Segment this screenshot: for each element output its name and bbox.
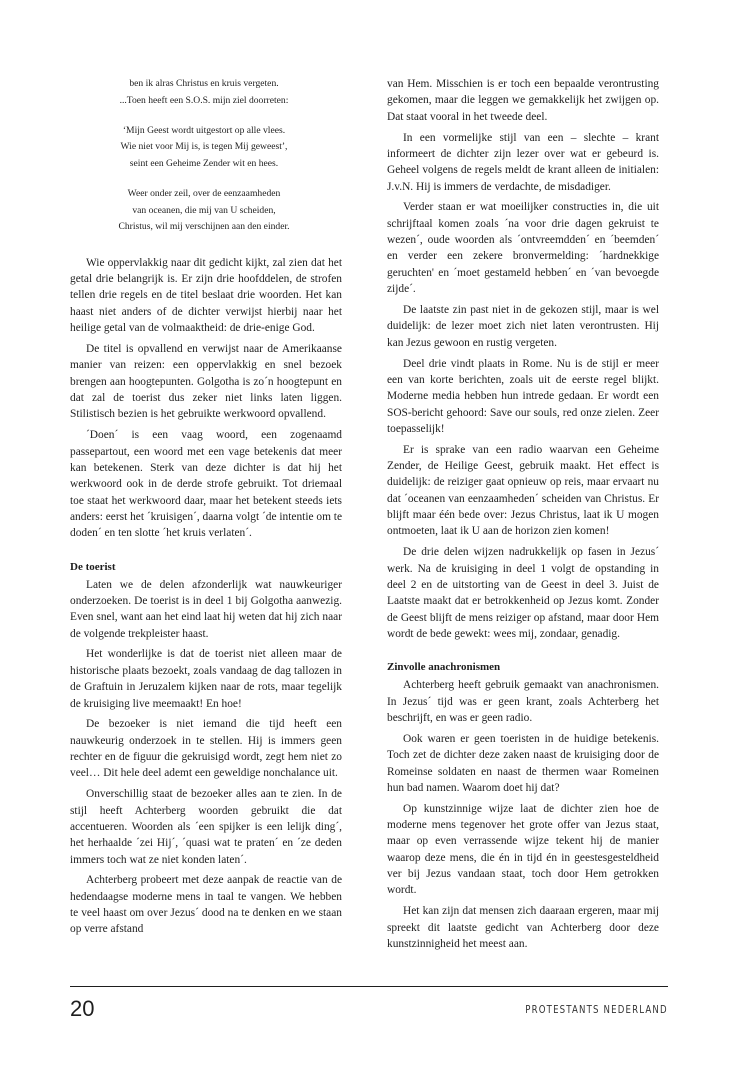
body-paragraph: De drie delen wijzen nadrukkelijk op fasen in Jezus´ werk. Na de kruisiging in deel 1 volgt de opstanding in deel 2 en de uitstorting van de Geest in deel 3. Juist de Laatste maakt dat er betrokkenheid op Jezus komt. Zonder de Geest blijft de mens reiziger op afstand, maar door Hem wordt de bede gewekt: wees mij, zondaar, genadig.: [387, 546, 659, 640]
body-paragraph: Onverschillig staat de bezoeker alles aan te zien. In de stijl heeft Achterberg woorden gebruikt die dat accentueren. Woorden als ´een spijker is een lelijk ding´, het herhaalde ´zei Hij´, ´quasi wat te praten´ en ´ze deden immers toch wat ze niet konden laten´.: [70, 788, 342, 866]
poem-line: Weer onder zeil, over de eenzaamheden: [127, 187, 281, 199]
magazine-name: PROTESTANTS NEDERLAND: [525, 1004, 668, 1016]
body-paragraph: Het kan zijn dat mensen zich daaraan ergeren, maar mij spreekt dit laatste gedicht van Achterberg door deze kunstzinnigheid het meest aan.: [387, 905, 659, 950]
left-column: [70, 76, 342, 942]
body-paragraph: Wie oppervlakkig naar dit gedicht kijkt, zal zien dat het getal drie belangrijk is. Er zijn drie hoofddelen, de strofen tellen drie regels en de titel beslaat drie woorden. Het kan haast niet anders of de dichter verwijst hierbij naar het heilige getal van de volmaaktheid: de drie-enige God.: [70, 256, 342, 335]
body-paragraph: Laten we de delen afzonderlijk wat nauwkeuriger onderzoeken. De toerist is in deel 1 bij Golgotha aanwezig. Even snel, want aan het eind laat hij weten dat hij zich naar de volgende trekpleister haast.: [70, 578, 342, 640]
section-heading: Zinvolle anachronismen: [387, 661, 501, 674]
poem-line: van oceanen, die mij van U scheiden,: [132, 204, 276, 216]
poem-stanza: [66, 186, 342, 236]
poem-line: ...Toen heeft een S.O.S. mijn ziel doorreten:: [119, 94, 289, 106]
poem-line: Christus, wil mij verschijnen aan den einder.: [118, 221, 290, 233]
body-paragraph: In een vormelijke stijl van een – slechte – krant informeert de dichter zijn lezer over wat er gebeurd is. Geheel volgens de regels meldt de krant alleen de initialen: J.v.N. Hij is immers de verdachte, de misdadiger.: [387, 131, 659, 193]
poem-quote: [66, 76, 342, 236]
body-paragraph: Achterberg heeft gebruik gemaakt van anachronismen. In Jezus´ tijd was er geen krant, zoals Achterberg het beschrijft, en was er geen radio.: [387, 679, 659, 725]
body-paragraph: Ook waren er geen toeristen in de huidige betekenis. Toch zet de dichter deze zaken naast de kruisiging door de Romeinse soldaten en naast de thermen waar Romeinen hun bad namen. Waarom doet hij dat?: [387, 732, 659, 794]
body-paragraph: De titel is opvallend en verwijst naar de Amerikaanse manier van reizen: een oppervlakkig en snel bezoek brengen aan hoogtepunten. Golgotha is zo´n hoogtepunt en dat zal de toerist dus zeker niet links laten liggen. Stilistisch bezien is het gebruikte werkwoord opvallend.: [70, 342, 342, 421]
body-paragraph: De laatste zin past niet in de gekozen stijl, maar is wel duidelijk: de lezer moet zich niet laten verontrusten. Hij kan Jezus gewoon en rustig vergeten.: [387, 303, 659, 349]
poem-line: ‘Mijn Geest wordt uitgestort op alle vlees.: [122, 124, 286, 136]
body-paragraph: Er is sprake van een radio waarvan een Geheime Zender, de Heilige Geest, gebruik maakt. Het effect is duidelijk: de reiziger gaat opnieuw op reis, maar ervaart nu dat ´oceanen van eenzaamheden´ scheiden van Christus. Er blijft maar één bede over: Jezus Christus, laat ik U mogen ontmoeten, laat ik U aan de horizon zien komen!: [387, 443, 659, 538]
poem-line: Wie niet voor Mij is, is tegen Mij geweest’,: [120, 141, 288, 153]
body-paragraph: Het wonderlijke is dat de toerist niet alleen maar de historische plaats bezoekt, zoals vandaag de dag tallozen in de Graftuin in Jeruzalem kijken naar de rots, maar tegelijk de kruisiging live meemaakt! En hoe!: [70, 648, 342, 710]
poem-stanza: [66, 76, 342, 109]
body-paragraph: Verder staan er wat moeilijker constructies in, die uit schrijftaal komen zoals ´na voor drie dagen gekruist te wezen´, oude woorden als ´ontvreemdden´ en ´beemden´ en verder een zekere bronvermelding: ´hardnekkige geruchten' en ´moet gestameld hebben´ en ´van bevoegde zijde´.: [387, 201, 659, 296]
body-paragraph: De bezoeker is niet iemand die tijd heeft een nauwkeurig onderzoek in te stellen. Hij is immers geen rechter en de figuur die gekruisigd wordt, zegt hem niet zo veel… Dit hele deel ademt een geweldige nonchalance uit.: [70, 718, 342, 780]
footer-divider: [70, 986, 668, 987]
section-heading: De toerist: [70, 560, 116, 573]
poem-line: seint een Geheime Zender wit en hees.: [129, 157, 279, 169]
page-number: 20: [70, 996, 95, 1021]
poem-stanza: [66, 123, 342, 173]
body-paragraph: ´Doen´ is een vaag woord, een zogenaamd passepartout, een woord met een vage betekenis dat meer kan betekenen. Sterk van deze dichter is dat hij het werkwoord ook in de derde strofe gebruikt. Tot driemaal toe staat het werkwoord daar, maar het betekent steeds iets anders: eerst het ´kruisigen´, daarna volgt ´de intentie om te doden´ en ten slotte ´het kruis verlaten´.: [70, 429, 343, 540]
poem-line: ben ik alras Christus en kruis vergeten.: [129, 78, 279, 89]
body-paragraph: Deel drie vindt plaats in Rome. Nu is de stijl er meer een van korte berichten, zoals uit de eerste regel blijkt. Moderne media hebben hun intrede gedaan. Er wordt een SOS-bericht gehoord: Save our souls, red onze zielen. Zeer toepasselijk!: [387, 357, 659, 435]
body-paragraph: van Hem. Misschien is er toch een bepaalde verontrusting gekomen, maar die leggen we gemakkelijk het zwijgen op. Dat staat vooral in het tweede deel.: [387, 78, 659, 123]
right-column: [387, 76, 659, 957]
body-paragraph: Achterberg probeert met deze aanpak de reactie van de hedendaagse moderne mens in taal te vangen. We hebben te veel haast om over Jezus´ dood na te denken en we staan op verre afstand: [70, 874, 342, 936]
body-paragraph: Op kunstzinnige wijze laat de dichter zien hoe de moderne mens tegenover het grote offer van Jezus staat, maar op even verrassende wijze tekent hij de manier waarop deze mens, die én in tijd én in geestesgesteldheid ver bij Jezus vandaan staat, toch door Hem getrokken wordt.: [387, 802, 659, 897]
